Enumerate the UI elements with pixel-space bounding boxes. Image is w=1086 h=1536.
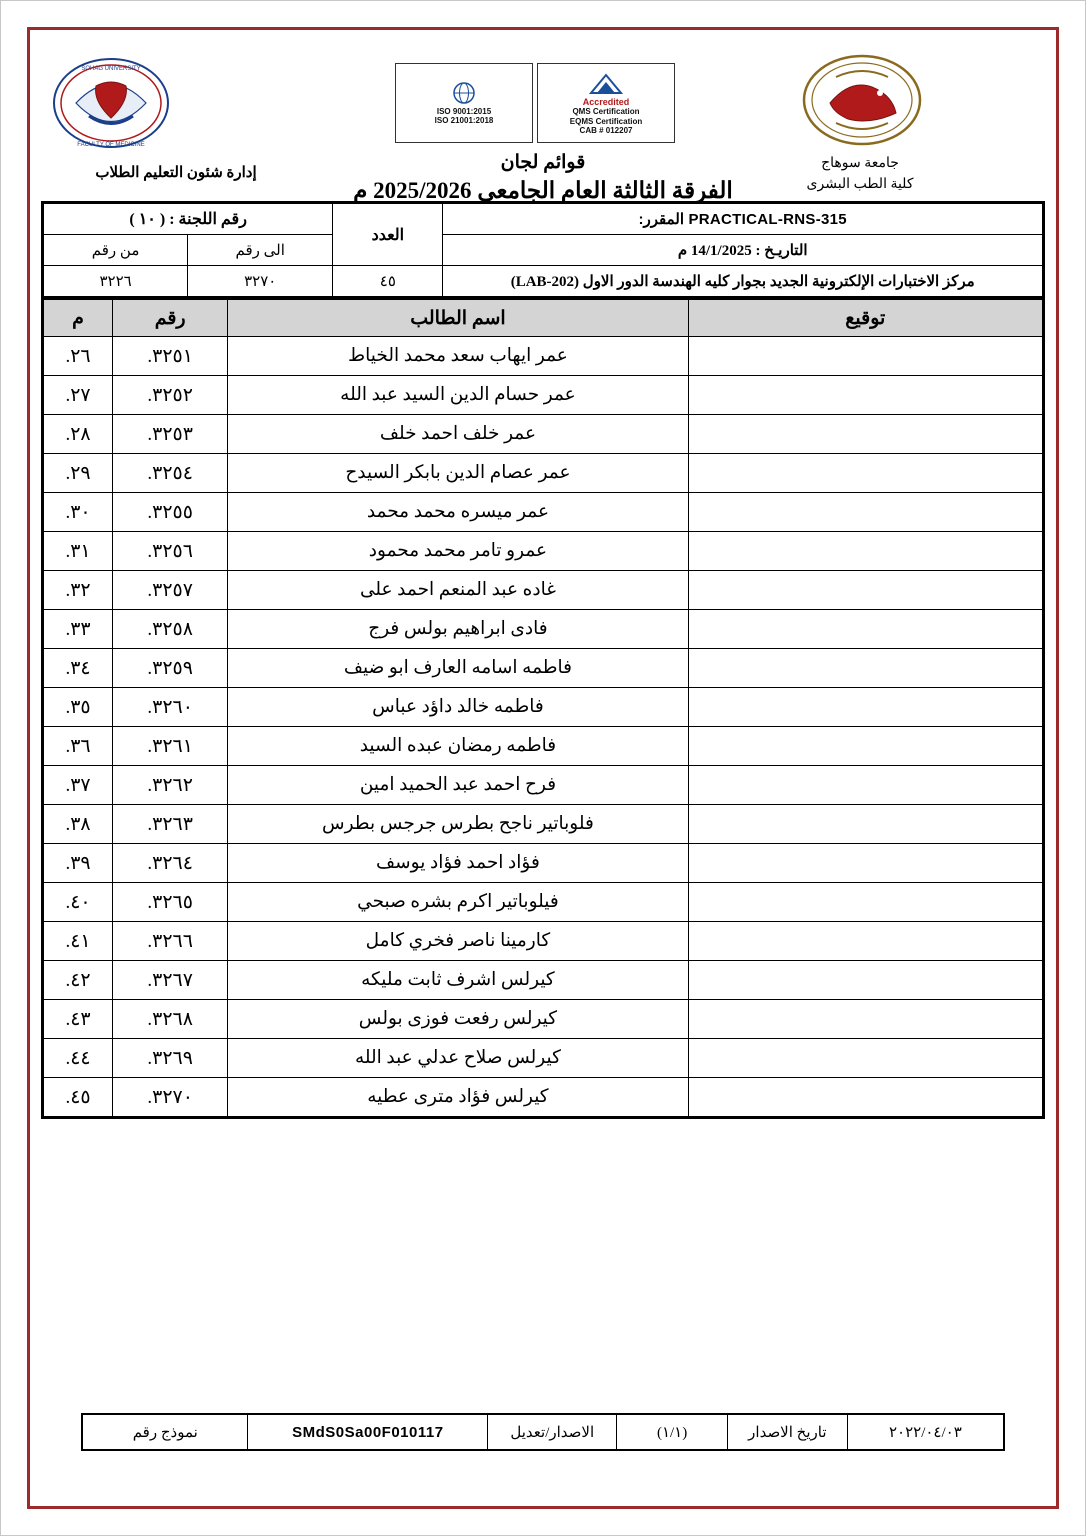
table-row bbox=[43, 532, 1044, 571]
students-table-body bbox=[43, 337, 1044, 1118]
row-index-cell: ٣٤. bbox=[43, 649, 113, 688]
student-number-cell: ٣٢٥٢. bbox=[113, 376, 228, 415]
student-number-cell: ٣٢٦٦. bbox=[113, 922, 228, 961]
student-name-cell: عمرو تامر محمد محمود bbox=[228, 532, 688, 571]
student-name-cell: عمر ميسره محمد محمد bbox=[228, 493, 688, 532]
sohag-faculty-of-medicine-logo bbox=[51, 56, 171, 151]
signature-cell[interactable] bbox=[688, 610, 1043, 649]
signature-cell[interactable] bbox=[688, 922, 1043, 961]
signature-cell[interactable] bbox=[688, 571, 1043, 610]
from-value: ٣٢٢٦ bbox=[43, 266, 188, 298]
to-label: الى رقم bbox=[188, 235, 333, 266]
student-number-cell: ٣٢٧٠. bbox=[113, 1078, 228, 1118]
signature-cell[interactable] bbox=[688, 1000, 1043, 1039]
students-table bbox=[41, 299, 1045, 1119]
table-row bbox=[43, 883, 1044, 922]
table-row bbox=[43, 844, 1044, 883]
egac-qms-line: QMS Certification bbox=[572, 107, 640, 117]
row-index-cell: ٤٢. bbox=[43, 961, 113, 1000]
student-name-cell: كيرلس فؤاد مترى عطيه bbox=[228, 1078, 688, 1118]
signature-cell[interactable] bbox=[688, 1078, 1043, 1118]
student-number-cell: ٣٢٦٤. bbox=[113, 844, 228, 883]
title-line-2: الفرقة الثالثة العام الجامعي 2025/2026 م bbox=[353, 178, 733, 203]
count-value: ٤٥ bbox=[333, 266, 443, 298]
student-number-cell: ٣٢٥٦. bbox=[113, 532, 228, 571]
student-name-cell: عمر حسام الدين السيد عبد الله bbox=[228, 376, 688, 415]
egac-eqms-line: EQMS Certification bbox=[569, 116, 643, 126]
student-number-cell: ٣٢٦٠. bbox=[113, 688, 228, 727]
signature-cell[interactable] bbox=[688, 766, 1043, 805]
student-number-cell: ٣٢٥٧. bbox=[113, 571, 228, 610]
svg-text:SOHAG UNIVERSITY: SOHAG UNIVERSITY bbox=[81, 66, 141, 72]
info-row-3 bbox=[43, 266, 1044, 298]
aja-certification-mark bbox=[395, 63, 533, 143]
student-name-cell: عمر عصام الدين بابكر السيدح bbox=[228, 454, 688, 493]
student-number-cell: ٣٢٦٢. bbox=[113, 766, 228, 805]
row-index-cell: ٢٨. bbox=[43, 415, 113, 454]
table-row bbox=[43, 1078, 1044, 1118]
student-number-cell: ٣٢٥١. bbox=[113, 337, 228, 376]
row-index-cell: ٣٢. bbox=[43, 571, 113, 610]
student-name-cell: فاطمه خالد داؤد عباس bbox=[228, 688, 688, 727]
signature-cell[interactable] bbox=[688, 376, 1043, 415]
signature-cell[interactable] bbox=[688, 454, 1043, 493]
student-number-cell: ٣٢٥٩. bbox=[113, 649, 228, 688]
date-value: 14/1/2025 م bbox=[677, 242, 752, 259]
title-line-1: قوائم لجان bbox=[500, 152, 586, 173]
row-index-cell: ٤٠. bbox=[43, 883, 113, 922]
svg-text:FACULTY OF MEDICINE: FACULTY OF MEDICINE bbox=[77, 142, 145, 148]
student-number-cell: ٣٢٦١. bbox=[113, 727, 228, 766]
date-cell bbox=[443, 235, 1044, 266]
row-index-cell: ٤٥. bbox=[43, 1078, 113, 1118]
signature-cell[interactable] bbox=[688, 1039, 1043, 1078]
table-row bbox=[43, 337, 1044, 376]
student-name-cell: كارمينا ناصر فخري كامل bbox=[228, 922, 688, 961]
aja-globe-icon bbox=[441, 81, 487, 107]
table-row bbox=[43, 766, 1044, 805]
row-index-cell: ٣٣. bbox=[43, 610, 113, 649]
table-row bbox=[43, 610, 1044, 649]
course-label: المقرر: bbox=[638, 211, 684, 228]
signature-cell[interactable] bbox=[688, 337, 1043, 376]
info-row-2 bbox=[43, 235, 1044, 266]
signature-cell[interactable] bbox=[688, 532, 1043, 571]
administration-label: إدارة شئون التعليم الطلاب bbox=[95, 165, 257, 181]
signature-cell[interactable] bbox=[688, 844, 1043, 883]
accreditation-logos bbox=[395, 63, 675, 143]
table-row bbox=[43, 571, 1044, 610]
column-index: م bbox=[43, 300, 113, 337]
row-index-cell: ٣٥. bbox=[43, 688, 113, 727]
column-name: اسم الطالب bbox=[228, 300, 688, 337]
document-header bbox=[41, 41, 1045, 201]
row-index-cell: ٢٩. bbox=[43, 454, 113, 493]
student-name-cell: غاده عبد المنعم احمد على bbox=[228, 571, 688, 610]
student-name-cell: عمر ايهاب سعد محمد الخياط bbox=[228, 337, 688, 376]
signature-cell[interactable] bbox=[688, 883, 1043, 922]
university-identity bbox=[755, 153, 965, 195]
from-label: من رقم bbox=[43, 235, 188, 266]
table-row bbox=[43, 376, 1044, 415]
student-number-cell: ٣٢٥٣. bbox=[113, 415, 228, 454]
row-index-cell: ٣٦. bbox=[43, 727, 113, 766]
aja-iso9001-line: ISO 9001:2015 bbox=[436, 106, 492, 116]
row-index-cell: ٣١. bbox=[43, 532, 113, 571]
aja-iso21001-line: ISO 21001:2018 bbox=[434, 116, 494, 125]
university-name: جامعة سوهاج bbox=[821, 156, 899, 171]
student-name-cell: عمر خلف احمد خلف bbox=[228, 415, 688, 454]
student-name-cell: كيرلس اشرف ثابت مليكه bbox=[228, 961, 688, 1000]
student-number-cell: ٣٢٥٤. bbox=[113, 454, 228, 493]
table-row bbox=[43, 727, 1044, 766]
edition-date-label: تاريخ الاصدار bbox=[727, 1414, 847, 1450]
row-index-cell: ٤٣. bbox=[43, 1000, 113, 1039]
exam-location: مركز الاختبارات الإلكترونية الجديد بجوار كليه الهندسة الدور الاول (LAB-202) bbox=[443, 266, 1044, 298]
row-index-cell: ٣٩. bbox=[43, 844, 113, 883]
table-row bbox=[43, 961, 1044, 1000]
signature-cell[interactable] bbox=[688, 649, 1043, 688]
table-row bbox=[43, 649, 1044, 688]
student-number-cell: ٣٢٦٩. bbox=[113, 1039, 228, 1078]
student-number-cell: ٣٢٦٥. bbox=[113, 883, 228, 922]
edition-label: الاصدار/تعديل bbox=[488, 1414, 617, 1450]
egac-accreditation-mark bbox=[537, 63, 675, 143]
student-number-cell: ٣٢٥٨. bbox=[113, 610, 228, 649]
row-index-cell: ٣٠. bbox=[43, 493, 113, 532]
student-name-cell: كيرلس صلاح عدلي عبد الله bbox=[228, 1039, 688, 1078]
edition-value: (١/١) bbox=[617, 1414, 728, 1450]
footer-table bbox=[81, 1413, 1005, 1451]
to-value: ٣٢٧٠ bbox=[188, 266, 333, 298]
info-row-1 bbox=[43, 203, 1044, 235]
student-name-cell: فلوباتير ناجح بطرس جرجس بطرس bbox=[228, 805, 688, 844]
student-name-cell: فاطمه اسامه العارف ابو ضيف bbox=[228, 649, 688, 688]
edition-date-value: ٢٠٢٢/٠٤/٠٣ bbox=[847, 1414, 1004, 1450]
signature-cell[interactable] bbox=[688, 415, 1043, 454]
document-footer bbox=[81, 1413, 1005, 1451]
signature-cell[interactable] bbox=[688, 961, 1043, 1000]
faculty-name: كلية الطب البشرى bbox=[806, 177, 914, 192]
course-value: PRACTICAL-RNS-315 bbox=[688, 211, 847, 228]
student-name-cell: كيرلس رفعت فوزى بولس bbox=[228, 1000, 688, 1039]
column-number: رقم bbox=[113, 300, 228, 337]
student-name-cell: فيلوباتير اكرم بشره صبحي bbox=[228, 883, 688, 922]
student-name-cell: فؤاد احمد فؤاد يوسف bbox=[228, 844, 688, 883]
egac-icon bbox=[583, 71, 629, 97]
row-index-cell: ٤٤. bbox=[43, 1039, 113, 1078]
row-index-cell: ٢٦. bbox=[43, 337, 113, 376]
date-label: التاريـخ : bbox=[755, 242, 808, 259]
student-name-cell: فادى ابراهيم بولس فرج bbox=[228, 610, 688, 649]
sohag-university-logo bbox=[750, 53, 975, 148]
form-code: SMdS0Sa00F010117 bbox=[248, 1414, 488, 1450]
row-index-cell: ٣٧. bbox=[43, 766, 113, 805]
page-content bbox=[41, 41, 1045, 1495]
signature-cell[interactable] bbox=[688, 727, 1043, 766]
row-index-cell: ٢٧. bbox=[43, 376, 113, 415]
row-index-cell: ٤١. bbox=[43, 922, 113, 961]
row-index-cell: ٣٨. bbox=[43, 805, 113, 844]
table-row bbox=[43, 922, 1044, 961]
table-row bbox=[43, 415, 1044, 454]
committee-number: رقم اللجنة : ( ١٠ ) bbox=[43, 203, 333, 235]
student-number-cell: ٣٢٦٨. bbox=[113, 1000, 228, 1039]
egac-label: Accredited bbox=[582, 97, 630, 108]
footer-row bbox=[82, 1414, 1004, 1450]
course-cell bbox=[443, 203, 1044, 235]
table-row bbox=[43, 454, 1044, 493]
column-signature: توقيع bbox=[688, 300, 1043, 337]
signature-cell[interactable] bbox=[688, 493, 1043, 532]
table-header-row bbox=[43, 300, 1044, 337]
table-row bbox=[43, 1039, 1044, 1078]
student-name-cell: فرح احمد عبد الحميد امين bbox=[228, 766, 688, 805]
table-row bbox=[43, 688, 1044, 727]
form-label: نموذج رقم bbox=[82, 1414, 248, 1450]
signature-cell[interactable] bbox=[688, 688, 1043, 727]
egac-cab-line: CAB # 012207 bbox=[579, 125, 633, 135]
student-number-cell: ٣٢٦٣. bbox=[113, 805, 228, 844]
signature-cell[interactable] bbox=[688, 805, 1043, 844]
exam-info-table bbox=[41, 201, 1045, 299]
table-row bbox=[43, 1000, 1044, 1039]
table-row bbox=[43, 805, 1044, 844]
count-label: العدد bbox=[333, 203, 443, 266]
student-number-cell: ٣٢٥٥. bbox=[113, 493, 228, 532]
student-number-cell: ٣٢٦٧. bbox=[113, 961, 228, 1000]
student-name-cell: فاطمه رمضان عبده السيد bbox=[228, 727, 688, 766]
table-row bbox=[43, 493, 1044, 532]
